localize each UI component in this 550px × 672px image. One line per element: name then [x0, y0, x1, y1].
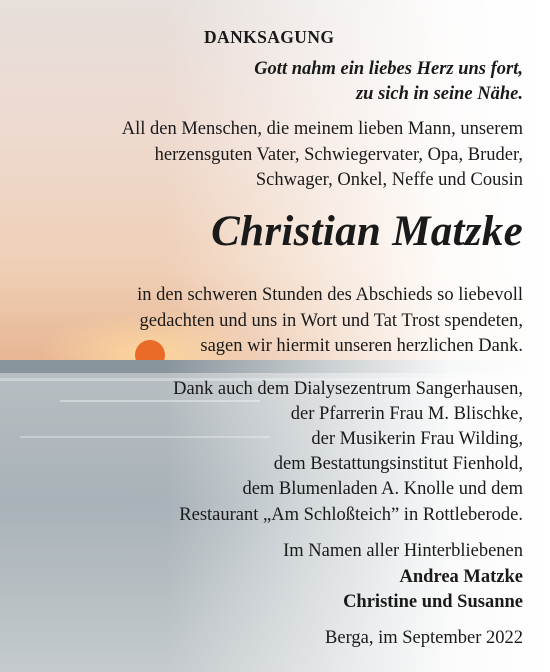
motto-line: Gott nahm ein liebes Herz uns fort, — [254, 59, 523, 79]
place-date: Berga, im September 2022 — [325, 628, 523, 648]
thanks-line: gedachten und uns in Wort und Tat Trost spendeten, — [139, 311, 523, 331]
signatory-name: Christine und Susanne — [343, 592, 523, 612]
additional-thanks-line: dem Blumenladen A. Knolle und dem — [242, 479, 523, 499]
intro-line: Schwager, Onkel, Neffe und Cousin — [255, 170, 523, 190]
intro-line: herzensguten Vater, Schwiegervater, Opa, Bruder, — [154, 145, 523, 165]
thanks-line: sagen wir hiermit unseren herzlichen Dank. — [200, 336, 523, 356]
additional-thanks-line: der Musikerin Frau Wilding, — [311, 429, 523, 449]
on-behalf-line: Im Namen aller Hinterbliebenen — [283, 541, 523, 561]
deceased-name: Christian Matzke — [211, 208, 523, 255]
additional-thanks-line: Restaurant „Am Schloßteich” in Rottleberode. — [179, 505, 523, 525]
additional-thanks-line: der Pfarrerin Frau M. Blischke, — [290, 404, 523, 424]
additional-thanks-line: Dank auch dem Dialysezentrum Sangerhausen, — [173, 379, 523, 399]
thanks-line: in den schweren Stunden des Abschieds so liebevoll — [137, 285, 523, 305]
intro-line: All den Menschen, die meinem lieben Mann, unserem — [121, 119, 523, 139]
additional-thanks-line: dem Bestattungsinstitut Fienhold, — [273, 454, 523, 474]
signatory-name: Andrea Matzke — [399, 567, 523, 587]
heading: DANKSAGUNG — [204, 27, 335, 47]
motto-line: zu sich in seine Nähe. — [355, 84, 523, 104]
